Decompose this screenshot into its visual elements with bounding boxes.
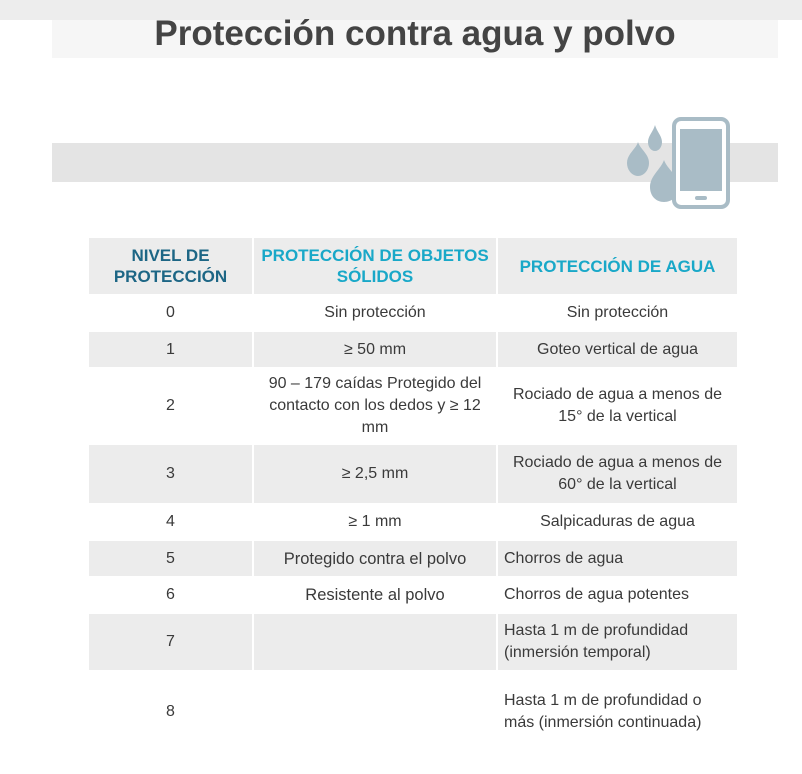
table-row: [89, 540, 737, 577]
table-row: [89, 504, 737, 540]
table-row: [89, 577, 737, 613]
cell-water: Rociado de agua a menos de 15° de la vertical: [497, 368, 737, 444]
cell-solid: [253, 671, 497, 753]
cell-solid: Resistente al polvo: [253, 577, 497, 613]
cell-water: Hasta 1 m de profundidad o más (inmersión continuada): [497, 671, 737, 753]
cell-solid: Sin protección: [253, 295, 497, 331]
cell-water: Rociado de agua a menos de 60° de la vertical: [497, 444, 737, 504]
header-level: NIVEL DE PROTECCIÓN: [89, 238, 253, 295]
cell-level: 4: [89, 504, 253, 540]
cell-solid: ≥ 2,5 mm: [253, 444, 497, 504]
cell-water: Sin protección: [497, 295, 737, 331]
cell-water: Chorros de agua potentes: [497, 577, 737, 613]
table-row: [89, 613, 737, 671]
cell-solid: 90 – 179 caídas Protegido del contacto con los dedos y ≥ 12 mm: [253, 368, 497, 444]
table-header-row: [89, 238, 737, 295]
cell-level: 2: [89, 368, 253, 444]
cell-level: 3: [89, 444, 253, 504]
cell-water: Goteo vertical de agua: [497, 331, 737, 368]
cell-water: Hasta 1 m de profundidad (inmersión temporal): [497, 613, 737, 671]
cell-level: 7: [89, 613, 253, 671]
cell-level: 5: [89, 540, 253, 577]
cell-water: Chorros de agua: [497, 540, 737, 577]
table-row: [89, 444, 737, 504]
cell-solid: [253, 613, 497, 671]
cell-level: 6: [89, 577, 253, 613]
protection-table: [89, 238, 737, 754]
header-solid: PROTECCIÓN DE OBJETOS SÓLIDOS: [253, 238, 497, 295]
cell-level: 0: [89, 295, 253, 331]
cell-level: 8: [89, 671, 253, 753]
table-row: [89, 295, 737, 331]
cell-solid: ≥ 1 mm: [253, 504, 497, 540]
cell-water: Salpicaduras de agua: [497, 504, 737, 540]
page-title: Protección contra agua y polvo: [154, 14, 676, 53]
table-row: [89, 671, 737, 753]
cell-level: 1: [89, 331, 253, 368]
cell-solid: ≥ 50 mm: [253, 331, 497, 368]
cell-solid: Protegido contra el polvo: [253, 540, 497, 577]
waterproof-phone-icon: [624, 116, 734, 212]
header-water: PROTECCIÓN DE AGUA: [497, 238, 737, 295]
table-row: [89, 368, 737, 444]
table-row: [89, 331, 737, 368]
